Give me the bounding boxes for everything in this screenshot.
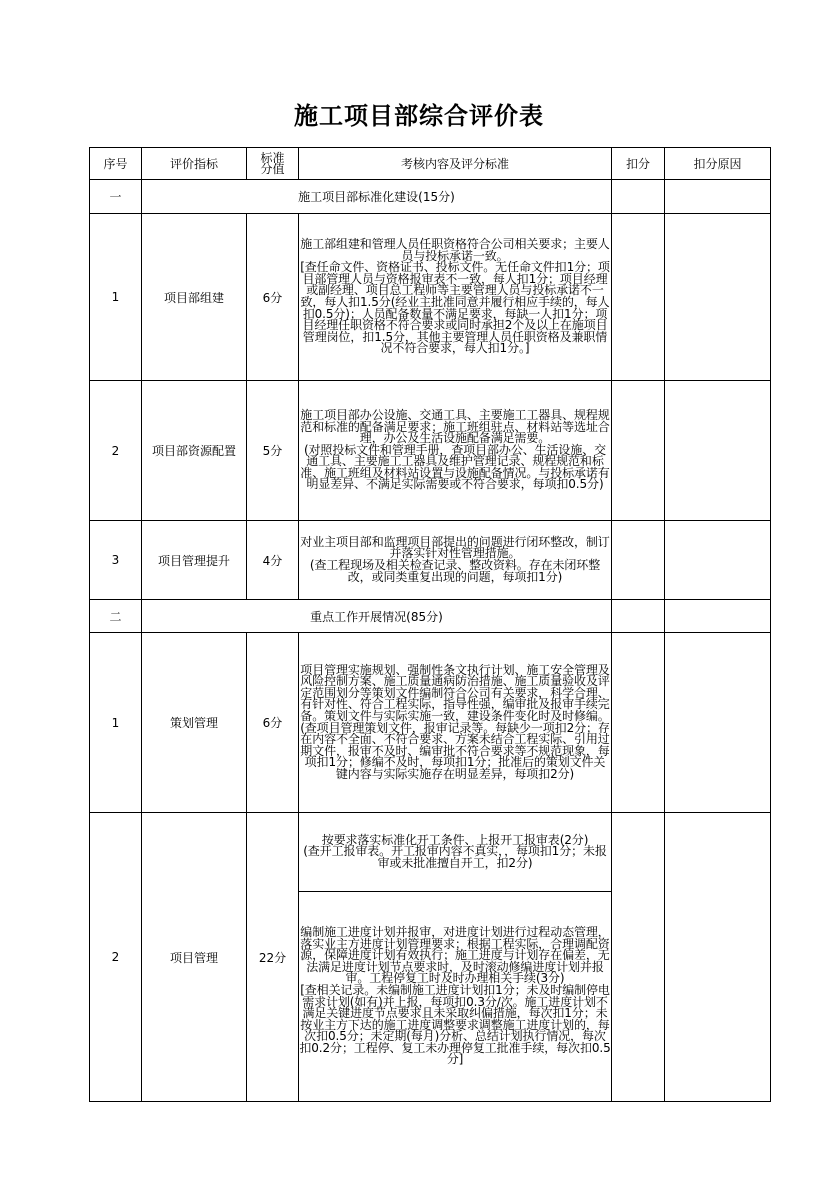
row-indicator: 项目管理 bbox=[142, 813, 247, 1102]
section-title: 施工项目部标准化建设(15分) bbox=[142, 180, 612, 214]
row-content: 项目管理实施规划、强制性条文执行计划、施工安全管理及风险控制方案、施工质量通病防治措施、施工质量验收及评定范围划分等策划文件编制符合公司有关要求，科学合理、有针对性、符合工程实际，指导性强，编审批及报审手续完备。策划文件与实际实施一致，建设条件变化时及时修编。 (查项目管理策划文件，报审记录等。每缺少一项扣2分；存在内容不全面、不符合要求、方案未结合工程实际、引用过期文件，报审不及时、编审批不符合要求等不规范现象，每项扣1分；修编不及时，每项扣1分；批准后的策划文件关键内容与实际实施存在明显差异，每项扣2分) bbox=[299, 633, 612, 813]
page-title: 施工项目部综合评价表 bbox=[294, 102, 544, 130]
row-indicator: 项目管理提升 bbox=[142, 521, 247, 600]
header-deduct: 扣分 bbox=[612, 148, 665, 180]
row-content: 施工项目部办公设施、交通工具、主要施工工器具、规程规范和标准的配备满足要求；施工班组驻点、材料站等选址合理，办公及生活设施配备满足需要。 (对照投标文件和管理手册，查项目部办公、生活设施、交通工具、主要施工工器具及维护管理记录、规程规范和标准、施工班组及材料站设置与设施配备情况。与投标承诺有明显差异、不满足实际需要或不符合要求，每项扣0.5分) bbox=[299, 381, 612, 521]
row-seq: 3 bbox=[90, 521, 142, 600]
row-content: 施工部组建和管理人员任职资格符合公司相关要求；主要人员与投标承诺一致。 [查任命文件、资格证书、投标文件。无任命文件扣1分；项目部管理人员与资格报审表不一致，每人扣1分；项目经理或副经理、项目总工程师等主要管理人员与投标承诺不一致，每人扣1.5分(经业主批准同意并履行相应手续的，每人扣0.5分)；人员配备数量不满足要求，每缺一人扣1分；项目经理任职资格不符合要求或同时承担2个及以上在施项目管理岗位，扣1.5分，其他主要管理人员任职资格及兼职情况不符合要求，每人扣1分。] bbox=[299, 214, 612, 381]
table-row bbox=[90, 521, 771, 600]
row-score: 22分 bbox=[247, 813, 299, 1102]
section-seq: 一 bbox=[90, 180, 142, 214]
header-reason: 扣分原因 bbox=[665, 148, 771, 180]
header-score bbox=[247, 148, 299, 180]
reason-cell bbox=[665, 521, 771, 600]
row-score: 6分 bbox=[247, 214, 299, 381]
row-seq: 2 bbox=[90, 813, 142, 1102]
table-row bbox=[90, 813, 771, 892]
table-row bbox=[90, 381, 771, 521]
deduct-cell bbox=[612, 813, 665, 1102]
reason-cell bbox=[665, 180, 771, 214]
row-content: 编制施工进度计划并报审，对进度计划进行过程动态管理，落实业主方进度计划管理要求；根据工程实际，合理调配资源，保障进度计划有效执行；施工进度与计划存在偏差，无法满足进度计划节点要求时，及时滚动修编进度计划并报审。工程停复工时及时办理相关手续(3分) [查相关记录。未编制施工进度计划扣1分；未及时编制停电需求计划(如有)并上报，每项扣0.3分/次。施工进度计划不满足关键进度节点要求且未采取纠偏措施，每次扣1分；未按业主方下达的施工进度调整要求调整施工进度计划的，每次扣0.5分；未定期(每月)分析、总结计划执行情况，每次扣0.2分；工程停、复工未办理停复工批准手续，每次扣0.5分] bbox=[299, 892, 612, 1102]
reason-cell bbox=[665, 813, 771, 1102]
row-indicator: 项目部组建 bbox=[142, 214, 247, 381]
row-content: 按要求落实标准化开工条件、上报开工报审表(2分) (查开工报审表。开工报审内容不真实，，每项扣1分；未报审或未批准擅自开工，扣2分) bbox=[299, 813, 612, 892]
deduct-cell bbox=[612, 214, 665, 381]
header-indicator: 评价指标 bbox=[142, 148, 247, 180]
row-score: 6分 bbox=[247, 633, 299, 813]
reason-cell bbox=[665, 381, 771, 521]
deduct-cell bbox=[612, 381, 665, 521]
table-row bbox=[90, 214, 771, 381]
section-seq: 二 bbox=[90, 600, 142, 633]
section-row bbox=[90, 180, 771, 214]
deduct-cell bbox=[612, 600, 665, 633]
header-score-line1: 标准 bbox=[260, 150, 285, 165]
evaluation-table bbox=[89, 147, 771, 1102]
deduct-cell bbox=[612, 180, 665, 214]
deduct-cell bbox=[612, 521, 665, 600]
row-seq: 2 bbox=[90, 381, 142, 521]
reason-cell bbox=[665, 633, 771, 813]
row-content: 对业主项目部和监理项目部提出的问题进行闭环整改，制订并落实针对性管理措施。 (查工程现场及相关检查记录、整改资料。存在未闭环整改，或同类重复出现的问题，每项扣1分) bbox=[299, 521, 612, 600]
header-content: 考核内容及评分标准 bbox=[299, 148, 612, 180]
table-row bbox=[90, 633, 771, 813]
header-score-line2: 分值 bbox=[260, 161, 285, 176]
row-score: 5分 bbox=[247, 381, 299, 521]
row-seq: 1 bbox=[90, 214, 142, 381]
header-row bbox=[90, 148, 771, 180]
reason-cell bbox=[665, 214, 771, 381]
header-seq: 序号 bbox=[90, 148, 142, 180]
section-row bbox=[90, 600, 771, 633]
row-score: 4分 bbox=[247, 521, 299, 600]
row-seq: 1 bbox=[90, 633, 142, 813]
reason-cell bbox=[665, 600, 771, 633]
section-title: 重点工作开展情况(85分) bbox=[142, 600, 612, 633]
row-indicator: 策划管理 bbox=[142, 633, 247, 813]
row-indicator: 项目部资源配置 bbox=[142, 381, 247, 521]
deduct-cell bbox=[612, 633, 665, 813]
